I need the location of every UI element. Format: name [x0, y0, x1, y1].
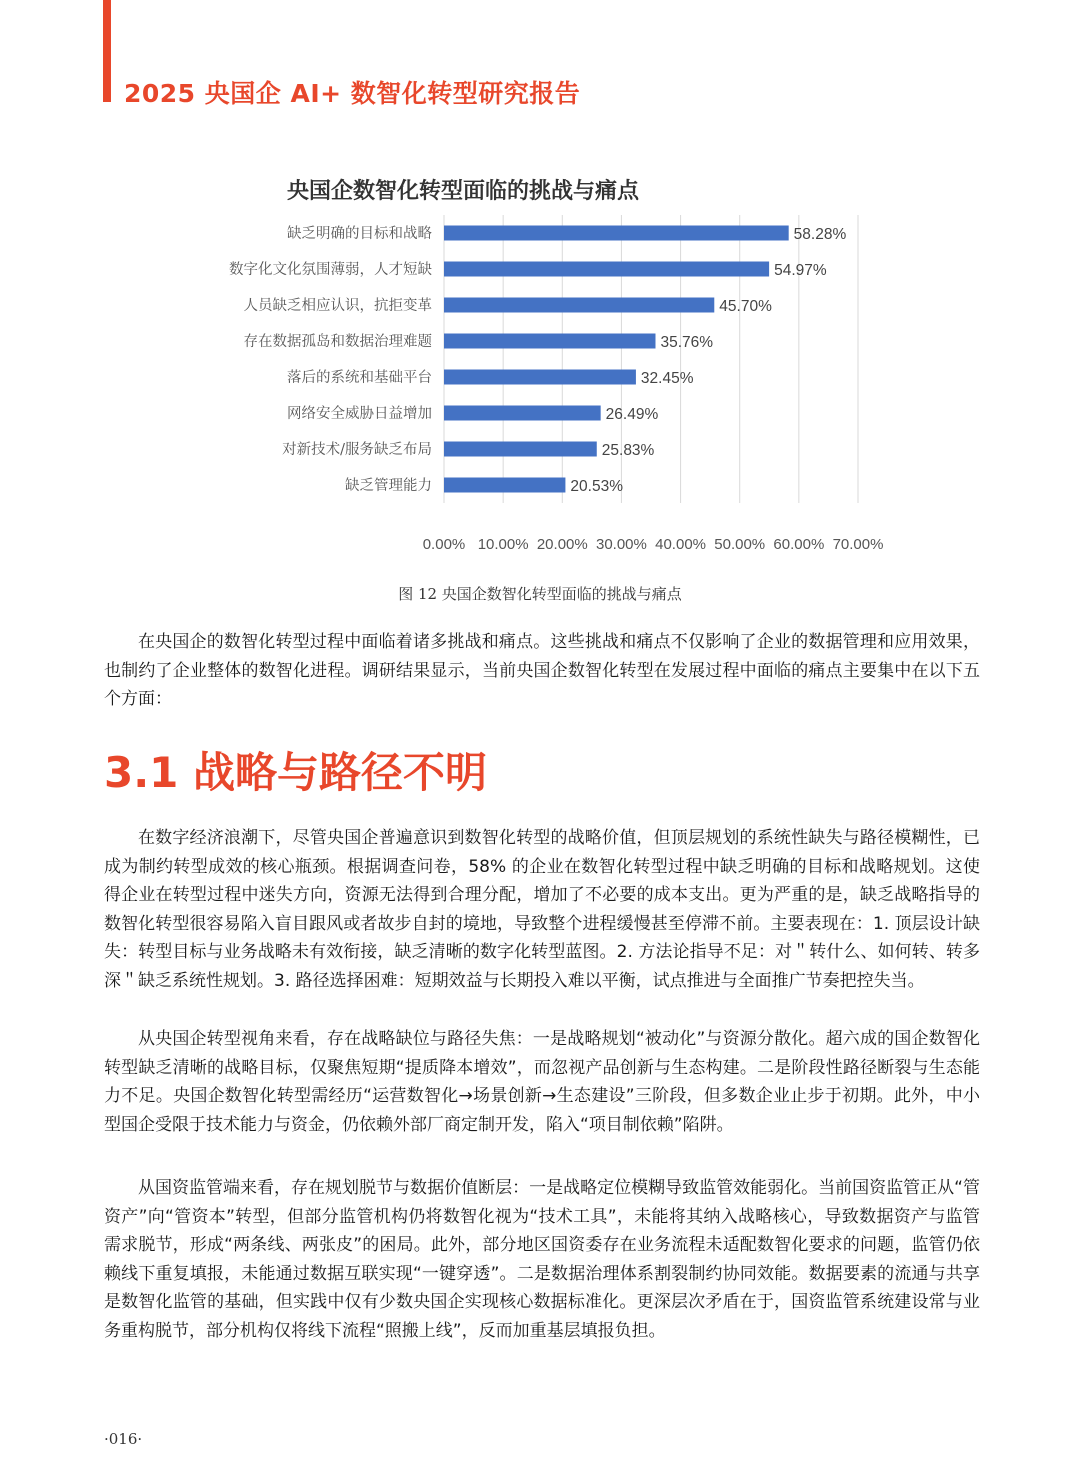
intro-paragraph: 在央国企的数智化转型过程中面临着诸多挑战和痛点。这些挑战和痛点不仅影响了企业的数据管理和应用效果，也制约了企业整体的数智化进程。调研结果显示，当前央国企数智化转型在发展过程中面临的痛点主要集中在以下五个方面：	[104, 632, 980, 709]
bar	[444, 442, 597, 457]
data-label: 58.28%	[793, 226, 847, 243]
data-label: 54.97%	[774, 262, 827, 279]
challenges-bar-chart	[180, 165, 900, 560]
category-label: 落后的系统和基础平台	[287, 370, 432, 386]
x-tick-label: 70.00%	[832, 536, 884, 553]
x-tick-label: 10.00%	[477, 536, 529, 553]
category-label: 数字化文化氛围薄弱，人才短缺	[229, 262, 432, 278]
category-label: 人员缺乏相应认识，抗拒变革	[243, 298, 432, 314]
section-paragraph-3: 从国资监管端来看，存在规划脱节与数据价值断层：一是战略定位模糊导致监管效能弱化。当前国资监管正从“管资产”向“管资本”转型，但部分监管机构仍将数智化视为“技术工具”，未能将其纳入战略核心，导致数据资产与监管需求脱节，形成“两条线、两张皮”的困局。此外，部分地区国资委存在业务流程未适配数智化要求的问题，监管仍依赖线下重复填报，未能通过数据互联实现“一键穿透”。二是数据治理体系割裂制约协同效能。数据要素的流通与共享是数智化监管的基础，但实践中仅有少数央国企实现核心数据标准化。更深层次矛盾在于，国资监管系统建设常与业务重构脱节，部分机构仅将线下流程“照搬上线”，反而加重基层填报负担。	[104, 1178, 980, 1341]
x-tick-label: 40.00%	[655, 536, 707, 553]
data-label: 25.83%	[601, 442, 655, 459]
data-label: 35.76%	[660, 334, 714, 351]
header-accent-bar	[103, 0, 111, 102]
x-tick-label: 60.00%	[773, 536, 825, 553]
bar	[444, 334, 655, 349]
report-header-title: 2025 央国企 AI+ 数智化转型研究报告	[124, 79, 581, 108]
section-heading: 3.1 战略与路径不明	[104, 748, 488, 797]
data-label: 20.53%	[570, 478, 623, 495]
bar	[444, 262, 769, 277]
category-label: 对新技术/服务缺乏布局	[282, 442, 432, 458]
chart-title: 央国企数智化转型面临的挑战与痛点	[286, 178, 640, 204]
category-label: 缺乏管理能力	[345, 478, 432, 494]
bar	[444, 370, 636, 385]
data-label: 32.45%	[640, 370, 694, 387]
data-label: 45.70%	[719, 298, 772, 315]
x-tick-label: 0.00%	[422, 536, 466, 553]
section-paragraph-1: 在数字经济浪潮下，尽管央国企普遍意识到数智化转型的战略价值，但顶层规划的系统性缺失与路径模糊性，已成为制约转型成效的核心瓶颈。根据调查问卷，58% 的企业在数智化转型过程中缺乏明确的目标和战略规划。这使得企业在转型过程中迷失方向，资源无法得到合理分配，增加了不必要的成本支出。更为严重的是，缺乏战略指导的数智化转型很容易陷入盲目跟风或者故步自封的境地，导致整个进程缓慢甚至停滞不前。主要表现在：1. 顶层设计缺失：转型目标与业务战略未有效衔接，缺乏清晰的数字化转型蓝图。2. 方法论指导不足：对＂转什么、如何转、转多深＂缺乏系统性规划。3. 路径选择困难：短期效益与长期投入难以平衡，试点推进与全面推广节奏把控失当。	[104, 828, 980, 991]
category-label: 网络安全威胁日益增加	[287, 406, 432, 422]
section-paragraph-2: 从央国企转型视角来看，存在战略缺位与路径失焦：一是战略规划“被动化”与资源分散化。超六成的国企数智化转型缺乏清晰的战略目标，仅聚焦短期“提质降本增效”，而忽视产品创新与生态构建。二是阶段性路径断裂与生态能力不足。央国企数智化转型需经历“运营数智化→场景创新→生态建设”三阶段，但多数企业止步于初期。此外，中小型国企受限于技术能力与资金，仍依赖外部厂商定制开发，陷入“项目制依赖”陷阱。	[104, 1029, 980, 1135]
bar	[444, 406, 601, 421]
data-label: 26.49%	[605, 406, 659, 423]
bar	[444, 298, 714, 313]
category-label: 存在数据孤岛和数据治理难题	[243, 334, 432, 350]
x-tick-label: 50.00%	[714, 536, 766, 553]
bar	[444, 478, 565, 493]
x-tick-label: 20.00%	[536, 536, 588, 553]
x-tick-label: 30.00%	[595, 536, 647, 553]
figure-caption: 图 12 央国企数智化转型面临的挑战与痛点	[398, 585, 682, 603]
bar	[444, 226, 789, 241]
category-label: 缺乏明确的目标和战略	[287, 226, 432, 242]
page-number: ·016·	[104, 1430, 143, 1448]
